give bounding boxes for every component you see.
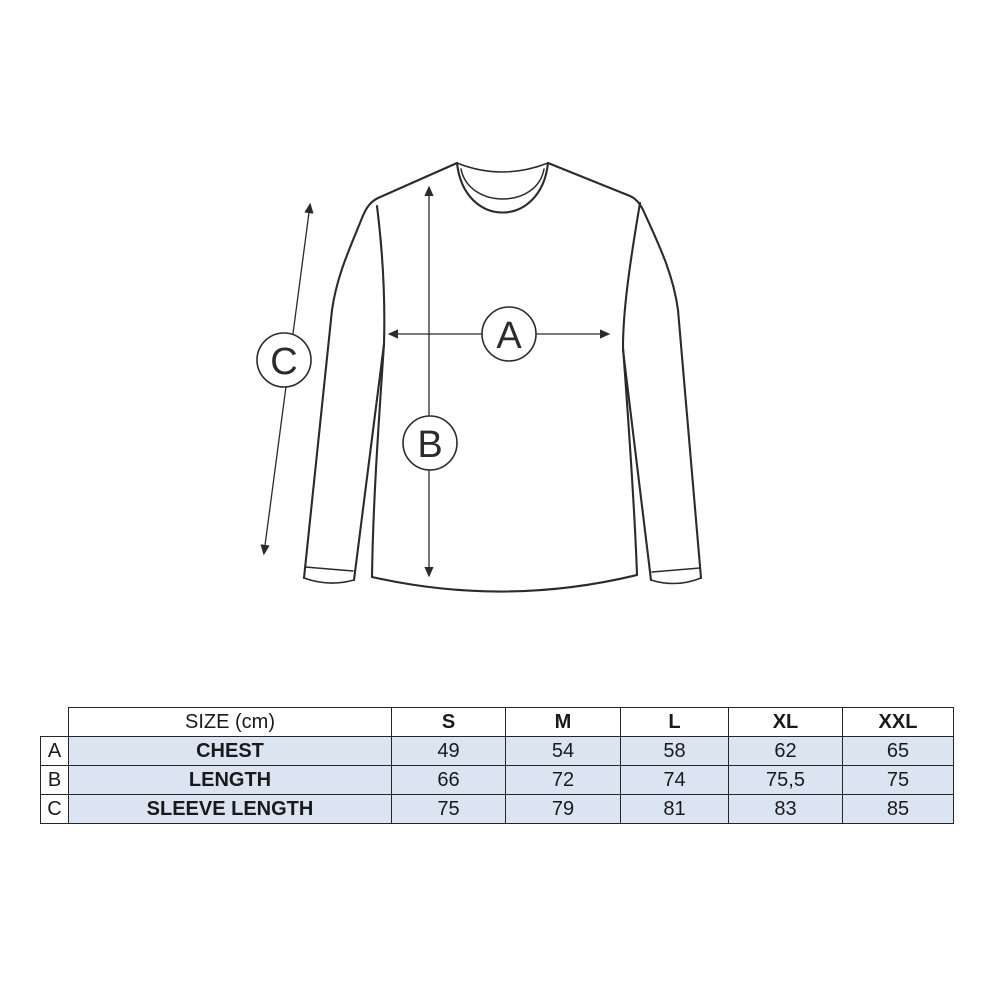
chest-value-m: 54 (506, 737, 621, 766)
chest-value-l: 58 (621, 737, 729, 766)
header-size-s: S (392, 708, 506, 737)
label-a: A (496, 315, 522, 357)
shirt-outline (304, 163, 701, 592)
row-key-c: C (41, 795, 69, 824)
sleeve-value-xxl: 85 (843, 795, 954, 824)
table-row-chest (41, 737, 954, 766)
length-value-m: 72 (506, 766, 621, 795)
sleeve-value-m: 79 (506, 795, 621, 824)
size-chart-header-row (41, 708, 954, 737)
left-sleeve-inner-line (354, 344, 384, 580)
right-cuff-bottom (651, 578, 701, 584)
right-cuff-band (652, 568, 700, 572)
length-value-s: 66 (392, 766, 506, 795)
length-value-xxl: 75 (843, 766, 954, 795)
header-size-xl: XL (729, 708, 843, 737)
header-corner-cell (41, 708, 69, 737)
left-cuff-bottom (304, 578, 354, 583)
row-label-sleeve-length: SLEEVE LENGTH (69, 795, 392, 824)
length-value-xl: 75,5 (729, 766, 843, 795)
header-size-m: M (506, 708, 621, 737)
table-row-length (41, 766, 954, 795)
chest-value-s: 49 (392, 737, 506, 766)
right-body-side (623, 203, 640, 575)
row-key-a: A (41, 737, 69, 766)
length-value-l: 74 (621, 766, 729, 795)
collar-back-line (457, 163, 548, 172)
table-row-sleeve-length (41, 795, 954, 824)
row-key-b: B (41, 766, 69, 795)
label-c: C (270, 341, 298, 383)
collar-inner-line (461, 169, 544, 199)
sleeve-value-l: 81 (621, 795, 729, 824)
header-size-l: L (621, 708, 729, 737)
row-label-chest: CHEST (69, 737, 392, 766)
sleeve-value-xl: 83 (729, 795, 843, 824)
right-sleeve-inner-line (623, 350, 651, 580)
label-b: B (417, 424, 443, 466)
sleeve-value-s: 75 (392, 795, 506, 824)
bottom-hem (372, 575, 637, 592)
row-label-length: LENGTH (69, 766, 392, 795)
chest-value-xxl: 65 (843, 737, 954, 766)
chest-value-xl: 62 (729, 737, 843, 766)
size-chart-table (40, 707, 954, 824)
left-cuff-band (305, 567, 353, 571)
header-size-xxl: XXL (843, 708, 954, 737)
header-size-label: SIZE (cm) (69, 708, 392, 737)
